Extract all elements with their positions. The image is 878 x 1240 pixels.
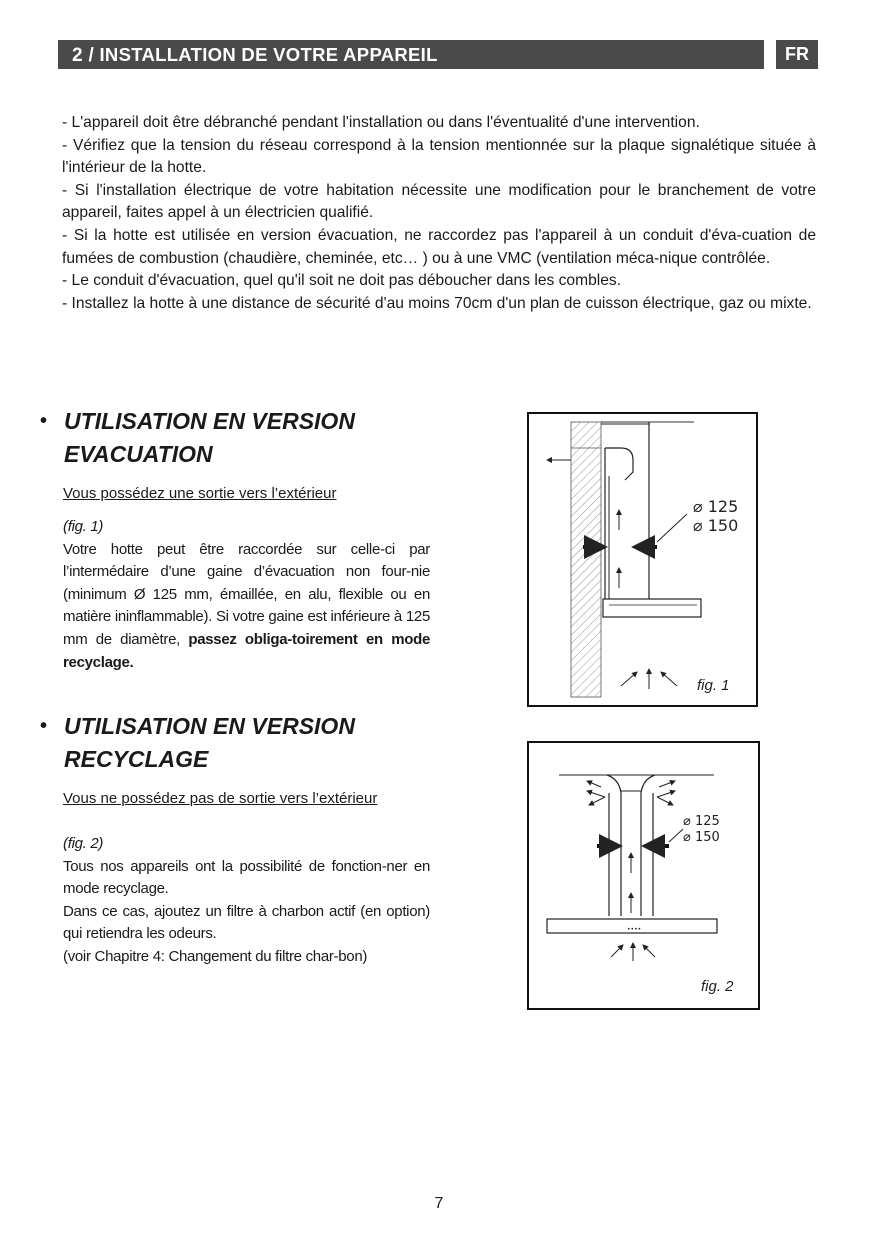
recyclage-text: Dans ce cas, ajoutez un filtre à charbon actif (en option) qui retiendra les odeurs. [63,902,430,943]
evacuation-heading [40,405,430,471]
safety-instructions [62,112,816,315]
section-number: 2 / [72,45,95,66]
instruction-item: - L'appareil doit être débranché pendant l'installation ou dans l'éventualité d'une intervention. [62,114,700,131]
instruction-item: - Le conduit d'évacuation, quel qu'il soit ne doit pas déboucher dans les combles. [62,272,622,290]
hood [603,599,701,617]
section-title-text: INSTALLATION DE VOTRE APPAREIL [99,44,438,65]
instruction-item: - Si l'installation électrique de votre habitation nécessite une modification pour le branchement de votre appareil, faites appel à un électricien qualifié. [62,181,816,222]
figure-2 [527,741,760,1010]
figure-reference: (fig. 1) [63,518,104,535]
page-number: 7 [434,1195,444,1212]
section-title [72,44,438,67]
body-text: Votre hotte peut être raccordée sur celle-ci par l’intermédaire d’une gaine d’évacuation non four-nie (minimum Ø 125 mm, émaillée, en alu, flexible ou en matière ininflammable). Si votre gaine est inférieure à 125 mm de diamètre, [63,540,430,648]
recyclage-text: (voir Chapitre 4: Changement du filtre char-bon) [63,947,368,965]
wall [571,422,601,697]
figure-1 [527,412,758,707]
instruction-item: - Vérifiez que la tension du réseau correspond à la tension mentionnée sur la plaque signalétique située à l'intérieur de la hotte. [62,136,816,177]
recyclage-subtitle: Vous ne possédez pas de sortie vers l’extérieur [63,790,378,807]
evacuation-section [40,405,430,674]
evacuation-text [63,539,430,675]
diameter-label: ⌀ 125 [683,814,720,829]
evacuation-subtitle: Vous possédez une sortie vers l’extérieur [63,485,337,502]
evacuation-body [63,516,430,674]
svg-text:••••: •••• [627,926,642,933]
bullet: • [40,410,48,432]
warning-text: passez obliga-toirement en mode recyclage. [63,630,430,671]
language-badge: FR [776,40,818,69]
diameter-label: ⌀ 125 [693,497,739,516]
heading-line: EVACUATION [64,441,213,467]
figure-1-drawing [529,414,756,705]
figure-reference: (fig. 2) [63,835,104,852]
instruction-item: - Si la hotte est utilisée en version évacuation, ne raccordez pas l'appareil à un conduit d'éva-cuation de fumées de combustion (chaudière, cheminée, etc… ) ou à une VMC (ventilation méca-nique contrôlée. [62,226,816,267]
figure-caption: fig. 2 [701,978,734,995]
heading-line: RECYCLAGE [64,746,209,772]
diameter-label: ⌀ 150 [693,516,739,535]
recyclage-body [63,833,430,969]
instruction-item: - Installez la hotte à une distance de sécurité d'au moins 70cm d'un plan de cuisson électrique, gaz ou mixte. [62,294,812,312]
bullet: • [40,715,48,737]
heading-line: UTILISATION EN VERSION [64,408,355,434]
diameter-label: ⌀ 150 [683,830,720,845]
figure-2-drawing [529,743,758,1008]
recyclage-text: Tous nos appareils ont la possibilité de fonction-ner en mode recyclage. [63,857,430,898]
recyclage-section [40,710,430,969]
recyclage-heading [40,710,430,776]
figure-caption: fig. 1 [697,677,730,694]
heading-line: UTILISATION EN VERSION [64,713,355,739]
